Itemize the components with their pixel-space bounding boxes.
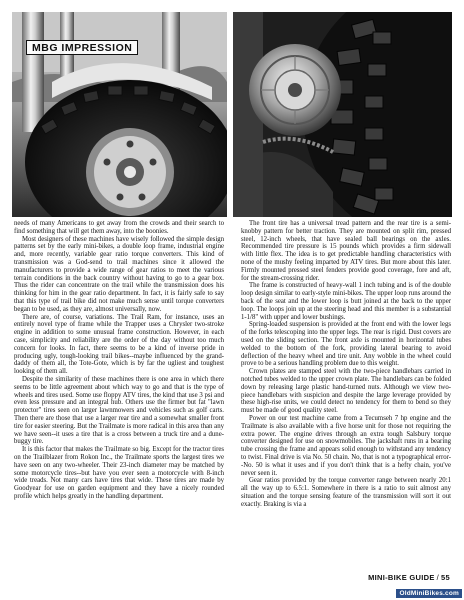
article-paragraph: needs of many Americans to get away from the crowds and their search to find something that will get them away, into the boonies. (14, 220, 224, 235)
site-watermark: OldMiniBikes.com (396, 589, 462, 598)
section-label: MBG IMPRESSION (26, 40, 138, 55)
article-paragraph: It is this factor that makes the Trailmate so big. Except for the tractor tires on the Trailblazer from Rokon Inc., the Trailmate sports the largest tires we have seen on any two-wheeler. Their 23-inch diameter may be matched by some motorcycle tires--but have you ever seen a motorcycle with 8-inch wide treads. Not many cars have tires that wide. These tires are made by Goodyear for use on garden equipment and they have a nicely rounded profile which helps greatly in the handling department. (14, 446, 224, 500)
publication-name: MINI-BIKE GUIDE (368, 573, 435, 582)
article-left-column (14, 220, 224, 568)
article-paragraph: Most designers of these machines have wisely followed the simple design patterns set by the early mini-bikes, a double loop frame, industrial engine and, more recently, variable gear ratio torque converters. This kind of transmission was a God-send to trail machines since it allowed the manufacturers to provide a wide range of gear ratios to meet the various terrain conditions in the back country without having to go to a gear box. Thus the rider can concentrate on the trail while the transmission does his thinking for him in the gear ratio department. In fact, it is fairly safe to say that this type of trail bike did not make much sense until torque converters began to be used, as they are, almost universally, now. (14, 235, 224, 313)
photo-rear-tire-clutch (233, 12, 452, 217)
page-footer (368, 573, 450, 582)
article-paragraph: The frame is constructed of heavy-wall 1 inch tubing and is of the double loop design similar to early-style mini-bikes. The upper loop runs around the back of the seat and the lower loop is butt joined at the back to the upper loop. The loops join up at the steering head and this member is a substantial 1-1/8" with upper and lower bushings. (241, 282, 451, 321)
article-paragraph: There are, of course, variations. The Trail Ram, for instance, uses an entirely novel type of frame while the Trapper uses a Chrysler two-stroke engine in addition to some unusual frame construction. However, in each case, simplicity and reliability are the order of the day without too much concern for looks. In fact, there seems to be a kind of inverse pride in producing ugly, tough-looking trail bikes--maybe influenced by the grand-daddy of them all, the Tote-Gote, which is by far the ugliest and toughest looking of them all. (14, 313, 224, 376)
article-paragraph: Spring-loaded suspension is provided at the front end with the lower legs of the forks telescoping into the upper legs. The rear is rigid. Dust covers are used on the sliding section. The front axle is mounted in horizontal tubes welded to the bottom of the fork, providing lateral bearing to avoid deflection of the heavy wheel and tire unit. Any wobble in the wheel could prove to be a serious handling problem due to this weight. (241, 321, 451, 368)
article-right-column (241, 220, 451, 568)
page-number: 55 (441, 573, 450, 582)
article-paragraph: Gear ratios provided by the torque converter range between nearly 20:1 all the way up to 6.5:1. Somewhere in there is a ratio to suit almost any situation and the torque sensing feature of the transmission will sort it out exactly. Braking is via a (241, 477, 451, 508)
footer-separator: / (436, 573, 440, 582)
article-paragraph: Crown plates are stamped steel with the two-piece handlebars carried in notched tubes welded to the upper crown plate. The handlebars can be folded down by releasing large plastic hand-turned nuts. Although we view two-piece handlebars with suspicion and despite the large leverage provided by these high-rise units, we could detect no tendency for them to bend so they must be made of good quality steel. (241, 368, 451, 415)
rear-tire-illustration (233, 12, 452, 217)
article-paragraph: Power on our test machine came from a Tecumseh 7 hp engine and the Trailmate is also available with a five horse unit for those not requiring the extra power. The engine drives through an extra tough Salsbury torque converter designed for use on snowmobiles. The jackshaft runs in a bearing tube crossing the frame and appears solid enough to withstand any tendency to twist. Final drive is via No. 50 chain. No, that is not a typographical error--No. 50 is what it uses and if you don't think that is a hefty chain, you've never seen it. (241, 414, 451, 477)
article-paragraph: The front tire has a universal tread pattern and the rear tire is a semi-knobby pattern for better traction. They are mounted on split rim, pressed steel, 12-inch wheels, that have sealed ball bearings on the axles. Recommended tire pressure is 15 pounds which provides a firm sidewall with little flex. The idea is to get predictable handling characteristics with none of the mushy feeling imparted by ATV tires. But more about this later. Firmly mounted pressed steel fenders provide good coverage, fore and aft, for the stream-crossing rider. (241, 220, 451, 282)
article-paragraph: Despite the similarity of these machines there is one area in which there seems to be little agreement about which way to go and that is the type of wheels and tires used. Some use floppy ATV tires, the kind that use 3 psi and even less pressure and an integral hub. Others use the firmer but fat "lawn protector" tires seen on larger lawnmowers and vehicles such as golf carts. Then there are those that use a larger rear tire and a somewhat smaller front tire for easier steering. But the Trailmate is more radical in this area than any we have seen--it uses a tire that is a cross between a truck tire and a dune-buggy tire. (14, 375, 224, 446)
